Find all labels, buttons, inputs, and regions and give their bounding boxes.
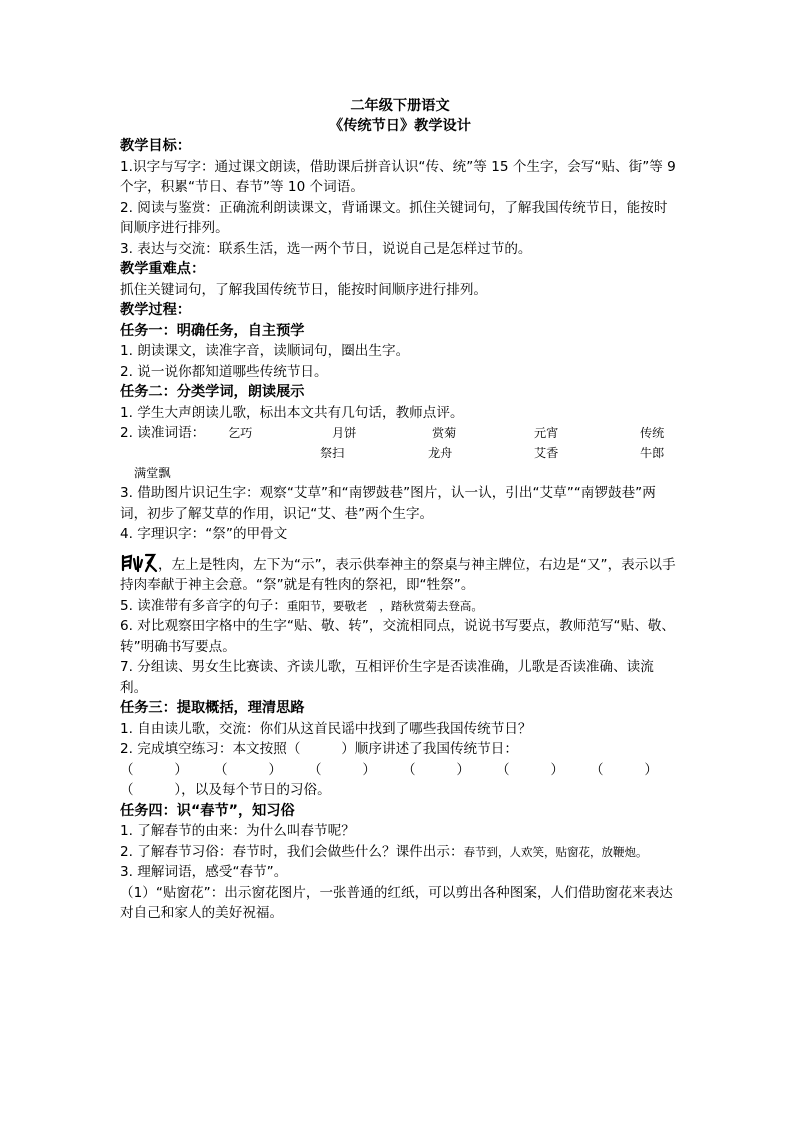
fill-blank: （ ） bbox=[402, 761, 470, 778]
task1-step-2: 2. 说一说你都知道哪些传统节日。 bbox=[120, 363, 328, 380]
fill-blank: （ ） bbox=[308, 761, 376, 778]
key-points-text: 抓住关键词句，了解我国传统节日，能按时间顺序进行排列。 bbox=[120, 281, 488, 298]
goals-heading: 教学目标： bbox=[120, 138, 191, 154]
word-list-label: 2. 读准词语： bbox=[120, 425, 206, 441]
task4-step-3: 3. 理解词语，感受“春节”。 bbox=[120, 864, 288, 880]
word-item: 元宵 bbox=[534, 426, 559, 440]
fill-blank-row-2 bbox=[120, 780, 680, 801]
task2-step-1: 1. 学生大声朗读儿歌，标出本文共有几句话，教师点评。 bbox=[120, 404, 464, 421]
goal-1: 1.识字与写字：通过课文朗读，借助课后拼音认识“传、统”等 15 个生字，会写“贴、街”等 9 个字，积累“节日、春节”等 10 个词语。 bbox=[120, 158, 676, 195]
task4-step-3-1: （1）“贴窗花”：出示窗花图片，一张普通的红纸，可以剪出各种图案，人们借助窗花来表达对自己和家人的美好祝福。 bbox=[120, 884, 673, 921]
word-item: 龙舟 bbox=[428, 446, 453, 460]
task2-heading: 任务二：分类学词，朗读展示 bbox=[120, 384, 305, 400]
task4-step-1: 1. 了解春节的由来：为什么叫春节呢？ bbox=[120, 823, 355, 839]
polyphone-sentence-1: 重阳节，要敬老 bbox=[286, 598, 368, 613]
task4-heading: 任务四：识“春节”，知习俗 bbox=[120, 802, 295, 819]
fill-blank-end: ，以及每个节日的习俗。 bbox=[181, 782, 331, 798]
word-item: 牛郎 bbox=[640, 446, 665, 460]
task2-step-7: 7. 分组读、男女生比赛读、齐读儿歌，互相评价生字是否读准确，儿歌是否读准确、读流利。 bbox=[120, 659, 654, 696]
fill-blank: （ ） bbox=[590, 761, 658, 778]
word-item: 月饼 bbox=[332, 426, 357, 440]
oracle-bone-explanation: ，左上是牲肉，左下为“示”，表示供奉神主的祭桌与神主牌位，右边是“又”，表示以手持肉奉献于神主会意。“祭”就是有牲肉的祭祀，即“牲祭”。 bbox=[120, 556, 676, 593]
courseware-quote: 春节到，人欢笑，贴窗花，放鞭炮。 bbox=[463, 844, 648, 859]
word-item: 祭扫 bbox=[320, 446, 345, 460]
word-item: 传统 bbox=[640, 426, 665, 440]
task2-step-3: 3. 借助图片识记生字：观察“艾草”和“南锣鼓巷”图片，认一认，引出“艾草”“南锣鼓巷”两词，初步了解艾草的作用，识记“艾、巷”两个生字。 bbox=[120, 485, 656, 522]
task2-step-5 bbox=[120, 596, 680, 617]
word-list-row-2 bbox=[120, 443, 680, 463]
oracle-bone-ji-icon bbox=[120, 551, 158, 575]
task3-step-1: 1. 自由读儿歌，交流：你们从这首民谣中找到了哪些我国传统节日？ bbox=[120, 720, 532, 737]
key-points-heading: 教学重难点： bbox=[120, 261, 206, 277]
task2-step-6: 6. 对比观察田字格中的生字“贴、敬、转”，交流相同点，说说书写要点，教师范写“贴、敬、转”明确书写要点。 bbox=[120, 618, 675, 655]
polyphone-sentence-2: ，踏秋赏菊去登高。 bbox=[379, 598, 483, 613]
word-list-row-1 bbox=[120, 423, 680, 443]
task3-step-2: 2. 完成填空练习：本文按照（ ）顺序讲述了我国传统节日： bbox=[120, 741, 518, 757]
title-lesson: 《传统节日》教学设计 bbox=[329, 118, 471, 134]
task1-step-1: 1. 朗读课文，读准字音，读顺词句，圈出生字。 bbox=[120, 343, 410, 359]
fill-blank: （ ） bbox=[120, 761, 188, 778]
word-item: 艾香 bbox=[534, 446, 559, 460]
fill-blank: （ ） bbox=[120, 782, 182, 798]
task4-step-2 bbox=[120, 842, 680, 863]
task2-step-4-desc bbox=[120, 551, 680, 596]
custom-label: 2. 了解春节习俗：春节时，我们会做些什么？课件出示： bbox=[120, 843, 464, 860]
process-heading: 教学过程： bbox=[120, 302, 191, 318]
polyphone-label: 5. 读准带有多音字的句子： bbox=[120, 597, 287, 614]
fill-blank: （ ） bbox=[496, 761, 564, 778]
word-list-row-3 bbox=[120, 463, 680, 483]
task1-heading: 任务一：明确任务，自主预学 bbox=[120, 322, 305, 339]
task2-step-4: 4. 字理识字：“祭”的甲骨文 bbox=[120, 526, 288, 542]
task3-heading: 任务三：提取概括，理清思路 bbox=[120, 700, 305, 716]
fill-blank-row-1 bbox=[120, 760, 680, 781]
word-item: 满堂飘 bbox=[134, 466, 171, 480]
fill-blank: （ ） bbox=[214, 761, 282, 778]
goal-3: 3. 表达与交流：联系生活，选一两个节日，说说自己是怎样过节的。 bbox=[120, 240, 532, 257]
title-grade: 二年级下册语文 bbox=[350, 98, 450, 114]
word-item: 赏菊 bbox=[432, 426, 457, 440]
lesson-plan bbox=[120, 96, 680, 924]
word-item: 乞巧 bbox=[228, 426, 253, 440]
goal-2: 2. 阅读与鉴赏：正确流利朗读课文，背诵课文。抓住关键词句，了解我国传统节日，能按时间顺序进行排列。 bbox=[120, 199, 668, 236]
